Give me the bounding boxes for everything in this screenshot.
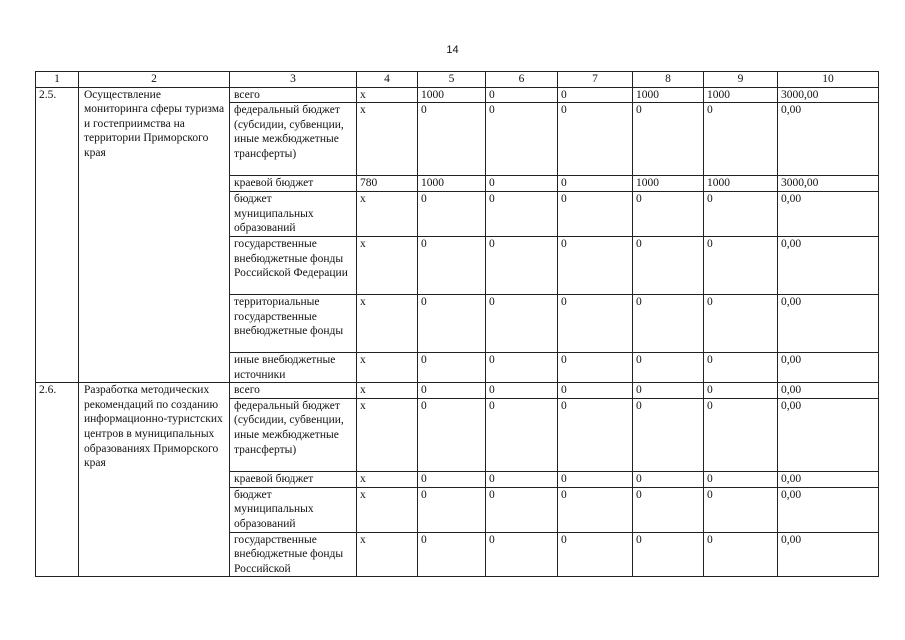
value-cell: 0 xyxy=(486,487,558,532)
value-cell: 0 xyxy=(633,398,704,471)
value-cell: 0 xyxy=(418,471,486,487)
funding-source-cell: бюджет муниципальных образований xyxy=(230,487,357,532)
value-cell: х xyxy=(357,87,418,103)
item-description: Осуществление мониторинга сферы туризма и гостеприимства на территории Приморского края xyxy=(79,87,230,383)
value-cell: 0 xyxy=(633,294,704,352)
value-cell: 0 xyxy=(633,487,704,532)
value-cell: 0 xyxy=(486,192,558,237)
table-body xyxy=(36,72,879,577)
column-number-cell: 3 xyxy=(230,72,357,88)
column-number-cell: 6 xyxy=(486,72,558,88)
value-cell: 0 xyxy=(486,87,558,103)
value-cell: 0 xyxy=(418,532,486,577)
value-cell: 0 xyxy=(418,236,486,294)
value-cell: 0 xyxy=(704,294,778,352)
value-cell: 0 xyxy=(704,532,778,577)
funding-source-cell: государственные внебюджетные фонды Российской xyxy=(230,532,357,577)
funding-source-cell: всего xyxy=(230,87,357,103)
funding-source-cell: федеральный бюджет (субсидии, субвенции, иные межбюджетные трансферты) xyxy=(230,103,357,176)
value-cell: 0 xyxy=(486,236,558,294)
value-cell: х xyxy=(357,103,418,176)
value-cell: 0 xyxy=(633,236,704,294)
value-cell: 0 xyxy=(558,487,633,532)
value-cell: 0 xyxy=(418,192,486,237)
column-number-row xyxy=(36,72,879,88)
value-cell: х xyxy=(357,471,418,487)
value-cell: 0,00 xyxy=(778,383,879,399)
value-cell: 0 xyxy=(486,352,558,382)
value-cell: 0,00 xyxy=(778,236,879,294)
column-number-cell: 4 xyxy=(357,72,418,88)
value-cell: 0 xyxy=(486,294,558,352)
value-cell: х xyxy=(357,398,418,471)
page-number: 14 xyxy=(446,44,459,56)
column-number-cell: 1 xyxy=(36,72,79,88)
funding-source-cell: бюджет муниципальных образований xyxy=(230,192,357,237)
value-cell: 0 xyxy=(418,487,486,532)
value-cell: 0 xyxy=(558,192,633,237)
value-cell: 0 xyxy=(558,383,633,399)
value-cell: 0 xyxy=(704,398,778,471)
funding-source-cell: иные внебюджетные источники xyxy=(230,352,357,382)
value-cell: 0 xyxy=(558,398,633,471)
item-description: Разработка методических рекомендаций по созданию информационно-туристских центров в муниципальных образованиях Приморского края xyxy=(79,383,230,577)
value-cell: 0,00 xyxy=(778,294,879,352)
value-cell: 0 xyxy=(633,352,704,382)
value-cell: 780 xyxy=(357,176,418,192)
value-cell: 0 xyxy=(704,103,778,176)
value-cell: 0 xyxy=(704,383,778,399)
funding-source-cell: государственные внебюджетные фонды Российской Федерации xyxy=(230,236,357,294)
value-cell: 0,00 xyxy=(778,192,879,237)
value-cell: 1000 xyxy=(704,176,778,192)
value-cell: 0 xyxy=(418,383,486,399)
funding-source-cell: федеральный бюджет (субсидии, субвенции, иные межбюджетные трансферты) xyxy=(230,398,357,471)
value-cell: 1000 xyxy=(418,176,486,192)
item-number: 2.5. xyxy=(36,87,79,383)
value-cell: 0 xyxy=(486,103,558,176)
value-cell: 0 xyxy=(558,532,633,577)
value-cell: 1000 xyxy=(418,87,486,103)
value-cell: 3000,00 xyxy=(778,87,879,103)
value-cell: 0 xyxy=(558,294,633,352)
value-cell: 0,00 xyxy=(778,398,879,471)
item-number: 2.6. xyxy=(36,383,79,577)
value-cell: 1000 xyxy=(633,176,704,192)
value-cell: х xyxy=(357,236,418,294)
value-cell: 0,00 xyxy=(778,487,879,532)
value-cell: 0 xyxy=(558,236,633,294)
value-cell: 3000,00 xyxy=(778,176,879,192)
column-number-cell: 5 xyxy=(418,72,486,88)
value-cell: 0,00 xyxy=(778,103,879,176)
value-cell: х xyxy=(357,192,418,237)
budget-table xyxy=(35,71,879,577)
value-cell: 0 xyxy=(486,383,558,399)
column-number-cell: 7 xyxy=(558,72,633,88)
value-cell: 0 xyxy=(418,352,486,382)
value-cell: 0 xyxy=(486,398,558,471)
value-cell: 0 xyxy=(418,103,486,176)
value-cell: 0 xyxy=(633,192,704,237)
value-cell: 0 xyxy=(558,352,633,382)
value-cell: 0,00 xyxy=(778,471,879,487)
funding-source-cell: краевой бюджет xyxy=(230,471,357,487)
value-cell: 0,00 xyxy=(778,352,879,382)
table-row xyxy=(36,383,879,399)
value-cell: 0,00 xyxy=(778,532,879,577)
value-cell: 0 xyxy=(704,352,778,382)
value-cell: 0 xyxy=(633,471,704,487)
funding-source-cell: краевой бюджет xyxy=(230,176,357,192)
value-cell: х xyxy=(357,532,418,577)
value-cell: 0 xyxy=(418,294,486,352)
value-cell: 0 xyxy=(704,236,778,294)
value-cell: 0 xyxy=(486,471,558,487)
value-cell: 0 xyxy=(486,532,558,577)
value-cell: 0 xyxy=(558,471,633,487)
value-cell: 1000 xyxy=(704,87,778,103)
value-cell: 0 xyxy=(558,103,633,176)
value-cell: 0 xyxy=(633,383,704,399)
table-row xyxy=(36,87,879,103)
value-cell: 0 xyxy=(704,192,778,237)
value-cell: х xyxy=(357,352,418,382)
value-cell: х xyxy=(357,383,418,399)
column-number-cell: 2 xyxy=(79,72,230,88)
column-number-cell: 10 xyxy=(778,72,879,88)
funding-source-cell: территориальные государственные внебюджетные фонды xyxy=(230,294,357,352)
value-cell: 0 xyxy=(486,176,558,192)
value-cell: 0 xyxy=(633,103,704,176)
value-cell: х xyxy=(357,294,418,352)
value-cell: 1000 xyxy=(633,87,704,103)
value-cell: 0 xyxy=(633,532,704,577)
column-number-cell: 8 xyxy=(633,72,704,88)
value-cell: 0 xyxy=(418,398,486,471)
value-cell: 0 xyxy=(704,487,778,532)
value-cell: 0 xyxy=(704,471,778,487)
value-cell: х xyxy=(357,487,418,532)
column-number-cell: 9 xyxy=(704,72,778,88)
value-cell: 0 xyxy=(558,176,633,192)
funding-source-cell: всего xyxy=(230,383,357,399)
value-cell: 0 xyxy=(558,87,633,103)
